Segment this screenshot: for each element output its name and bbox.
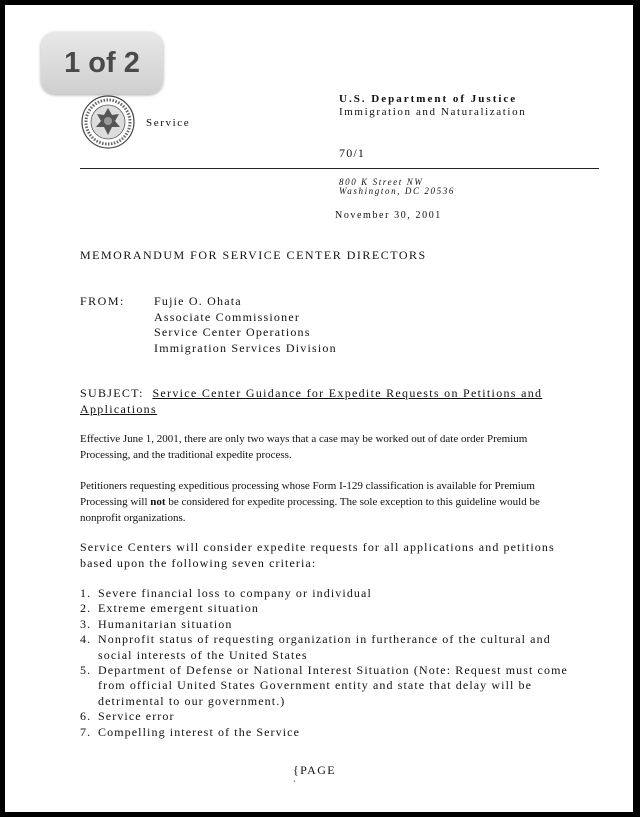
paragraph-text: be considered for expedite processing. The sole exception to this guideline would be nonprofit organizations. [80, 496, 540, 524]
from-line: Fujie O. Ohata [154, 294, 242, 308]
criteria-list [80, 586, 570, 740]
list-text: Extreme emergent situation [98, 601, 260, 616]
department-name: U.S. Department of Justice [339, 93, 518, 105]
page-field-tick: ` [293, 779, 296, 789]
list-number: 7. [80, 724, 92, 739]
subject-block [80, 386, 550, 417]
list-item [80, 632, 570, 663]
from-block [154, 294, 337, 356]
paragraph-premium-processing: Effective June 1, 2001, there are only two ways that a case may be worked out of date order Premium Processing, and the traditional expedite process. [80, 433, 528, 461]
list-item [80, 709, 570, 724]
list-text: Severe financial loss to company or individual [98, 586, 372, 600]
doj-seal-icon [81, 95, 135, 149]
list-number: 4. [80, 632, 92, 647]
list-item [80, 725, 570, 740]
from-line: Immigration Services Division [154, 340, 337, 355]
address-line-2: Washington, DC 20536 [339, 186, 455, 196]
page-indicator-badge: 1 of 2 [41, 32, 163, 94]
list-text: Department of Defense or National Interest Situation (Note: Request must come from official United States Government entity and state that delay will be detrimental to our government.) [98, 663, 568, 708]
letterhead-divider [80, 168, 599, 169]
memo-heading: MEMORANDUM FOR SERVICE CENTER DIRECTORS [80, 248, 427, 262]
emphasis-not: not [150, 496, 166, 508]
memo-date: November 30, 2001 [335, 210, 442, 221]
list-text: Humanitarian situation [98, 616, 233, 631]
paragraph-text: Petitioners requesting expeditious processing whose Form I-129 classification is available for Premium Processing will [80, 480, 535, 508]
file-number: 70/1 [339, 146, 366, 160]
agency-name-continued: Service [146, 117, 191, 129]
list-item [80, 586, 570, 601]
from-line: Service Center Operations [154, 325, 311, 339]
subject-text: Service Center Guidance for Expedite Requests on Petitions and Applications [80, 386, 543, 416]
list-item [80, 663, 570, 709]
paragraph-i129-exception [80, 478, 560, 526]
document-page [5, 5, 633, 812]
paragraph-criteria-intro: Service Centers will consider expedite requests for all applications and petitions based upon the following seven criteria: [80, 540, 555, 570]
page-field-code: {PAGE [293, 763, 336, 777]
list-number: 5. [80, 663, 92, 678]
address-line-1: 800 K Street NW [339, 177, 424, 187]
list-text: Service error [98, 709, 175, 724]
subject-label: SUBJECT: [80, 386, 144, 400]
from-line: Associate Commissioner [154, 309, 301, 324]
list-number: 3. [80, 616, 92, 631]
list-number: 6. [80, 709, 92, 724]
from-label: FROM: [80, 294, 125, 308]
agency-name: Immigration and Naturalization [339, 106, 527, 118]
list-item [80, 617, 570, 632]
list-text: Nonprofit status of requesting organization in furtherance of the cultural and social interests of the United States [98, 632, 551, 662]
list-number: 1. [80, 586, 92, 600]
list-item [80, 601, 570, 616]
list-text: Compelling interest of the Service [98, 724, 301, 739]
list-number: 2. [80, 601, 92, 616]
